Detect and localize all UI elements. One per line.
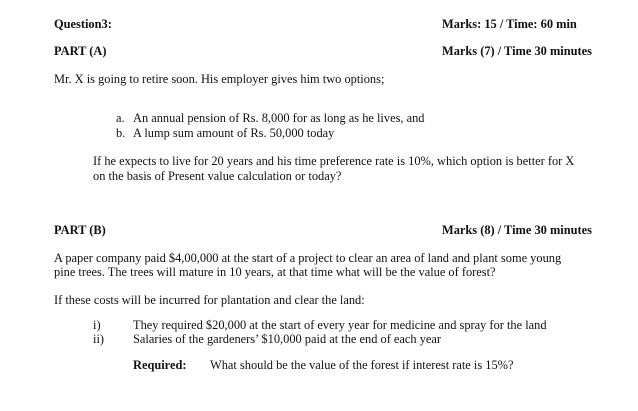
item-ii-text: Salaries of the gardeners’ $10,000 paid at the end of each year xyxy=(133,332,442,346)
option-a-text: An annual pension of Rs. 8,000 for as long as he lives, and xyxy=(133,111,425,125)
part-b-para-line2: pine trees. The trees will mature in 10 years, at that time what will be the value of forest? xyxy=(54,265,496,279)
required-label: Required: xyxy=(133,358,187,372)
part-a-intro: Mr. X is going to retire soon. His employer gives him two options; xyxy=(54,72,385,86)
part-b-para-line1: A paper company paid $4,00,000 at the start of a project to clear an area of land and plant some young xyxy=(54,251,562,265)
item-i-text: They required $20,000 at the start of every year for medicine and spray for the land xyxy=(133,318,547,332)
part-a-title: PART (A) xyxy=(54,44,107,58)
part-a-question-line1: If he expects to live for 20 years and his time preference rate is 10%, which option is better for X xyxy=(93,154,575,168)
part-b-costs-intro: If these costs will be incurred for plantation and clear the land: xyxy=(54,293,365,307)
option-b-text: A lump sum amount of Rs. 50,000 today xyxy=(133,126,335,140)
marks-time-header: Marks: 15 / Time: 60 min xyxy=(442,17,577,31)
option-a-marker: a. xyxy=(116,111,125,125)
question-label: Question3: xyxy=(54,17,112,31)
item-i-marker: i) xyxy=(93,318,101,332)
part-a-marks: Marks (7) / Time 30 minutes xyxy=(442,44,592,58)
option-b-marker: b. xyxy=(116,126,126,140)
part-b-marks: Marks (8) / Time 30 minutes xyxy=(442,223,592,237)
part-a-question-line2: on the basis of Present value calculation or today? xyxy=(93,169,342,183)
item-ii-marker: ii) xyxy=(93,332,105,346)
required-text: What should be the value of the forest if interest rate is 15%? xyxy=(210,358,514,372)
part-b-title: PART (B) xyxy=(54,223,106,237)
